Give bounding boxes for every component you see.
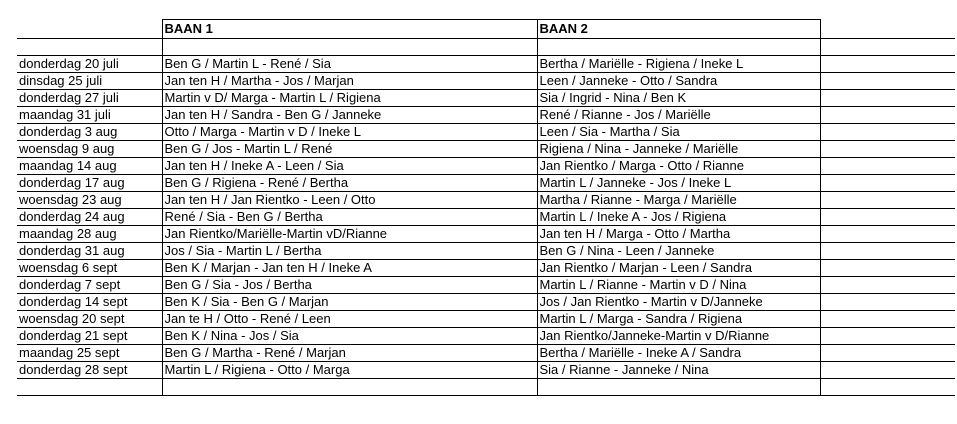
extra-cell [820, 141, 955, 158]
extra-cell [820, 192, 955, 209]
date-cell: maandag 25 sept [17, 345, 162, 362]
table-row [17, 294, 955, 311]
date-cell: woensdag 6 sept [17, 260, 162, 277]
table-row [17, 260, 955, 277]
spacer-cell [17, 379, 162, 396]
baan2-cell: Martha / Rianne - Marga / Mariëlle [537, 192, 820, 209]
baan2-cell: Sia / Rianne - Janneke / Nina [537, 362, 820, 379]
table-row [17, 209, 955, 226]
header-cell-extra [820, 20, 955, 39]
extra-cell [820, 107, 955, 124]
spacer-cell [820, 379, 955, 396]
date-cell: donderdag 14 sept [17, 294, 162, 311]
schedule-table-body [17, 20, 955, 396]
extra-cell [820, 158, 955, 175]
extra-cell [820, 260, 955, 277]
baan1-cell: Ben K / Sia - Ben G / Marjan [162, 294, 537, 311]
date-cell: woensdag 20 sept [17, 311, 162, 328]
baan2-cell: Martin L / Rianne - Martin v D / Nina [537, 277, 820, 294]
baan2-cell: René / Rianne - Jos / Mariëlle [537, 107, 820, 124]
date-cell: donderdag 20 juli [17, 56, 162, 73]
date-cell: woensdag 9 aug [17, 141, 162, 158]
schedule-sheet [17, 19, 955, 396]
extra-cell [820, 243, 955, 260]
table-row [17, 277, 955, 294]
spacer-cell [162, 379, 537, 396]
baan1-cell: Ben G / Jos - Martin L / René [162, 141, 537, 158]
baan2-cell: Jan ten H / Marga - Otto / Martha [537, 226, 820, 243]
baan2-cell: Leen / Sia - Martha / Sia [537, 124, 820, 141]
baan1-cell: Jan te H / Otto - René / Leen [162, 311, 537, 328]
spacer-cell [820, 39, 955, 56]
date-cell: donderdag 31 aug [17, 243, 162, 260]
header-cell-date [17, 20, 162, 39]
baan1-cell: Ben G / Rigiena - René / Bertha [162, 175, 537, 192]
extra-cell [820, 226, 955, 243]
baan2-cell: Martin L / Ineke A - Jos / Rigiena [537, 209, 820, 226]
baan1-cell: Ben G / Martha - René / Marjan [162, 345, 537, 362]
header-cell-baan1: BAAN 1 [162, 20, 537, 39]
date-cell: donderdag 24 aug [17, 209, 162, 226]
baan1-cell: René / Sia - Ben G / Bertha [162, 209, 537, 226]
baan2-cell: Bertha / Mariëlle - Ineke A / Sandra [537, 345, 820, 362]
extra-cell [820, 362, 955, 379]
spacer-cell [17, 39, 162, 56]
date-cell: donderdag 21 sept [17, 328, 162, 345]
baan1-cell: Jos / Sia - Martin L / Bertha [162, 243, 537, 260]
table-row [17, 124, 955, 141]
baan1-cell: Martin L / Rigiena - Otto / Marga [162, 362, 537, 379]
baan1-cell: Jan ten H / Jan Rientko - Leen / Otto [162, 192, 537, 209]
schedule-table [17, 19, 955, 396]
baan2-cell: Rigiena / Nina - Janneke / Mariëlle [537, 141, 820, 158]
date-cell: woensdag 23 aug [17, 192, 162, 209]
baan2-cell: Jos / Jan Rientko - Martin v D/Janneke [537, 294, 820, 311]
table-row [17, 175, 955, 192]
table-row [17, 90, 955, 107]
spacer-cell [162, 39, 537, 56]
extra-cell [820, 175, 955, 192]
baan1-cell: Jan Rientko/Mariëlle-Martin vD/Rianne [162, 226, 537, 243]
baan2-cell: Jan Rientko / Marjan - Leen / Sandra [537, 260, 820, 277]
spacer-row [17, 39, 955, 56]
extra-cell [820, 277, 955, 294]
baan1-cell: Martin v D/ Marga - Martin L / Rigiena [162, 90, 537, 107]
table-row [17, 311, 955, 328]
extra-cell [820, 209, 955, 226]
baan1-cell: Ben K / Nina - Jos / Sia [162, 328, 537, 345]
extra-cell [820, 73, 955, 90]
extra-cell [820, 56, 955, 73]
table-row [17, 328, 955, 345]
extra-cell [820, 90, 955, 107]
baan1-cell: Ben G / Sia - Jos / Bertha [162, 277, 537, 294]
date-cell: donderdag 28 sept [17, 362, 162, 379]
header-row [17, 20, 955, 39]
table-row [17, 243, 955, 260]
baan2-cell: Martin L / Marga - Sandra / Rigiena [537, 311, 820, 328]
table-row [17, 158, 955, 175]
baan1-cell: Ben G / Martin L - René / Sia [162, 56, 537, 73]
baan2-cell: Leen / Janneke - Otto / Sandra [537, 73, 820, 90]
date-cell: maandag 31 juli [17, 107, 162, 124]
date-cell: donderdag 3 aug [17, 124, 162, 141]
baan2-cell: Bertha / Mariëlle - Rigiena / Ineke L [537, 56, 820, 73]
table-row [17, 362, 955, 379]
extra-cell [820, 124, 955, 141]
baan2-cell: Ben G / Nina - Leen / Janneke [537, 243, 820, 260]
baan1-cell: Jan ten H / Ineke A - Leen / Sia [162, 158, 537, 175]
table-row [17, 141, 955, 158]
baan1-cell: Jan ten H / Martha - Jos / Marjan [162, 73, 537, 90]
table-row [17, 345, 955, 362]
baan2-cell: Jan Rientko / Marga - Otto / Rianne [537, 158, 820, 175]
extra-cell [820, 311, 955, 328]
baan2-cell: Sia / Ingrid - Nina / Ben K [537, 90, 820, 107]
extra-cell [820, 328, 955, 345]
table-row [17, 73, 955, 90]
spacer-cell [537, 39, 820, 56]
date-cell: dinsdag 25 juli [17, 73, 162, 90]
spacer-cell [537, 379, 820, 396]
date-cell: donderdag 17 aug [17, 175, 162, 192]
spacer-row [17, 379, 955, 396]
baan1-cell: Otto / Marga - Martin v D / Ineke L [162, 124, 537, 141]
baan1-cell: Jan ten H / Sandra - Ben G / Janneke [162, 107, 537, 124]
header-cell-baan2: BAAN 2 [537, 20, 820, 39]
table-row [17, 226, 955, 243]
extra-cell [820, 294, 955, 311]
table-row [17, 56, 955, 73]
extra-cell [820, 345, 955, 362]
baan1-cell: Ben K / Marjan - Jan ten H / Ineke A [162, 260, 537, 277]
baan2-cell: Martin L / Janneke - Jos / Ineke L [537, 175, 820, 192]
date-cell: maandag 14 aug [17, 158, 162, 175]
table-row [17, 192, 955, 209]
date-cell: donderdag 27 juli [17, 90, 162, 107]
baan2-cell: Jan Rientko/Janneke-Martin v D/Rianne [537, 328, 820, 345]
table-row [17, 107, 955, 124]
date-cell: maandag 28 aug [17, 226, 162, 243]
date-cell: donderdag 7 sept [17, 277, 162, 294]
